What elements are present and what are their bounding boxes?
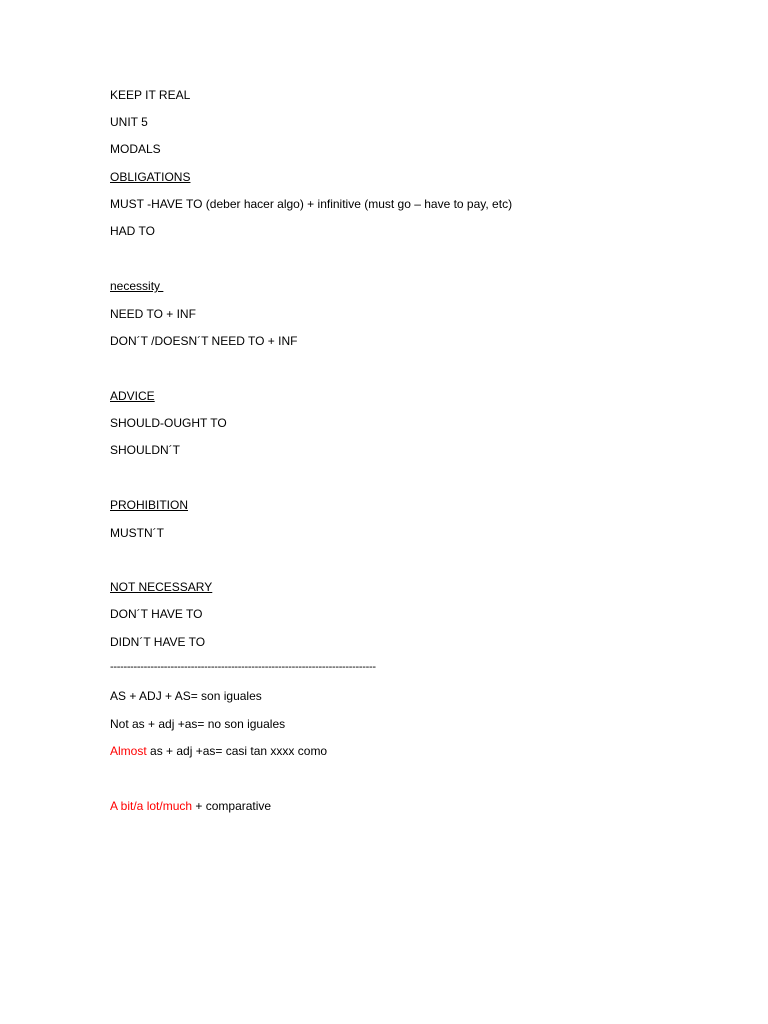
unit-label: UNIT 5	[110, 115, 148, 129]
prohibition-heading: PROHIBITION	[110, 498, 189, 512]
not-as-line: Not as + adj +as= no son iguales	[110, 717, 286, 731]
doc-title: KEEP IT REAL	[110, 88, 191, 102]
didnt-have-to-line: DIDN´T HAVE TO	[110, 635, 206, 649]
a-bit-rest: + comparative	[192, 799, 272, 813]
as-adj-as-line: AS + ADJ + AS= son iguales	[110, 689, 262, 703]
advice-heading: ADVICE	[110, 389, 155, 403]
necessity-heading: necessity	[110, 279, 164, 293]
should-line: SHOULD-OUGHT TO	[110, 416, 227, 430]
not-necessary-heading: NOT NECESSARY	[110, 580, 213, 594]
dont-need-to-line: DON´T /DOESN´T NEED TO + INF	[110, 334, 298, 348]
almost-highlight: Almost	[110, 744, 147, 758]
obligations-heading: OBLIGATIONS	[110, 170, 191, 184]
separator-line: -------------------------------------------------------------------------------	[110, 661, 376, 673]
must-have-to-line: MUST -HAVE TO (deber hacer algo) + infinitive (must go – have to pay, etc)	[110, 197, 513, 211]
almost-rest: as + adj +as= casi tan xxxx como	[146, 744, 328, 758]
almost-line	[110, 744, 327, 758]
shouldnt-line: SHOULDN´T	[110, 443, 181, 457]
had-to-line: HAD TO	[110, 224, 155, 238]
modals-label: MODALS	[110, 142, 161, 156]
need-to-line: NEED TO + INF	[110, 307, 196, 321]
a-bit-highlight: A bit/a lot/much	[110, 799, 193, 813]
dont-have-to-line: DON´T HAVE TO	[110, 607, 203, 621]
a-bit-line	[110, 799, 271, 813]
mustnt-line: MUSTN´T	[110, 526, 164, 540]
